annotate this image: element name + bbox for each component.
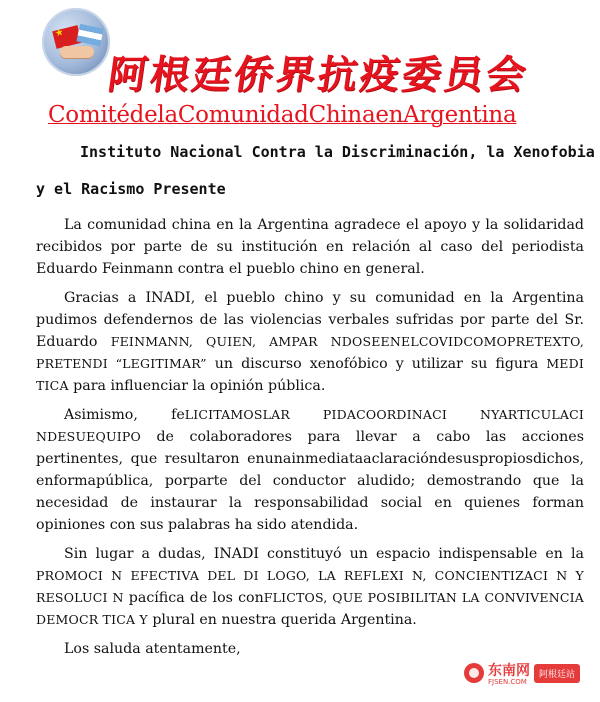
addressee-line-1: Instituto Nacional Contra la Discriminación, la Xenofobia <box>80 143 595 161</box>
letter-body <box>36 214 584 667</box>
paragraph-2: Gracias a INADI, el pueblo chino y su comunidad en la Argentina pudimos defendernos de las violencias verbales sufridas por parte del Sr. Eduardo FEINMANN, QUIEN, AMPAR NDOSEENELCOVIDCOMOPRETEXTO, PRETENDI “LEGITIMAR” un discurso xenofóbico y utilizar su figura MEDI TICA para influenciar la opinión pública. <box>36 290 584 394</box>
watermark-text <box>488 660 530 686</box>
paragraph-4: Sin lugar a dudas, INADI constituyó un espacio indispensable en la PROMOCI N EFECTIVA DEL DI LOGO, LA REFLEXI N, CONCIENTIZACI N Y RESOLUCI N pacífica de los conFLICTOS, QUE POSIBILITAN LA CONVIVENCIA DEMOCR TICA Y plural en nuestra querida Argentina. <box>36 546 584 628</box>
paragraph-3: Asimismo, feLICITAMOSLAR PIDACOORDINACI NYARTICULACI NDESUEQUIPO de colaboradores para llevar a cabo las acciones pertinentes, que resultaron enunainmediataaclaracióndesuspropiosdichos, enformapública, porparte del conductor aludido; demostrando que la necesidad de instaurar la responsabilidad social en quienes forman opiniones con sus palabras ha sido atendida. <box>36 407 584 533</box>
spanish-committee-title: ComitédelaComunidadChinaenArgentina <box>48 102 517 128</box>
watermark-domain: FJSEN.COM <box>487 678 527 686</box>
site-watermark <box>464 660 580 686</box>
chinese-committee-title: 阿根廷侨界抗疫委员会 <box>104 53 532 98</box>
addressee-line-2: y el Racismo Presente <box>36 180 226 198</box>
paragraph-1: La comunidad china en la Argentina agradece el apoyo y la solidaridad recibidos por parte de su institución en relación al caso del periodista Eduardo Feinmann contra el pueblo chino en general. <box>36 217 584 277</box>
watermark-brand: 东南网 <box>487 663 530 679</box>
closing-salutation: Los saluda atentamente, <box>64 641 241 657</box>
watermark-logo-icon <box>464 663 484 683</box>
handshake-flags-emblem-icon <box>42 8 110 76</box>
handshake-icon <box>60 46 94 58</box>
watermark-tag: 阿根廷站 <box>534 664 580 683</box>
